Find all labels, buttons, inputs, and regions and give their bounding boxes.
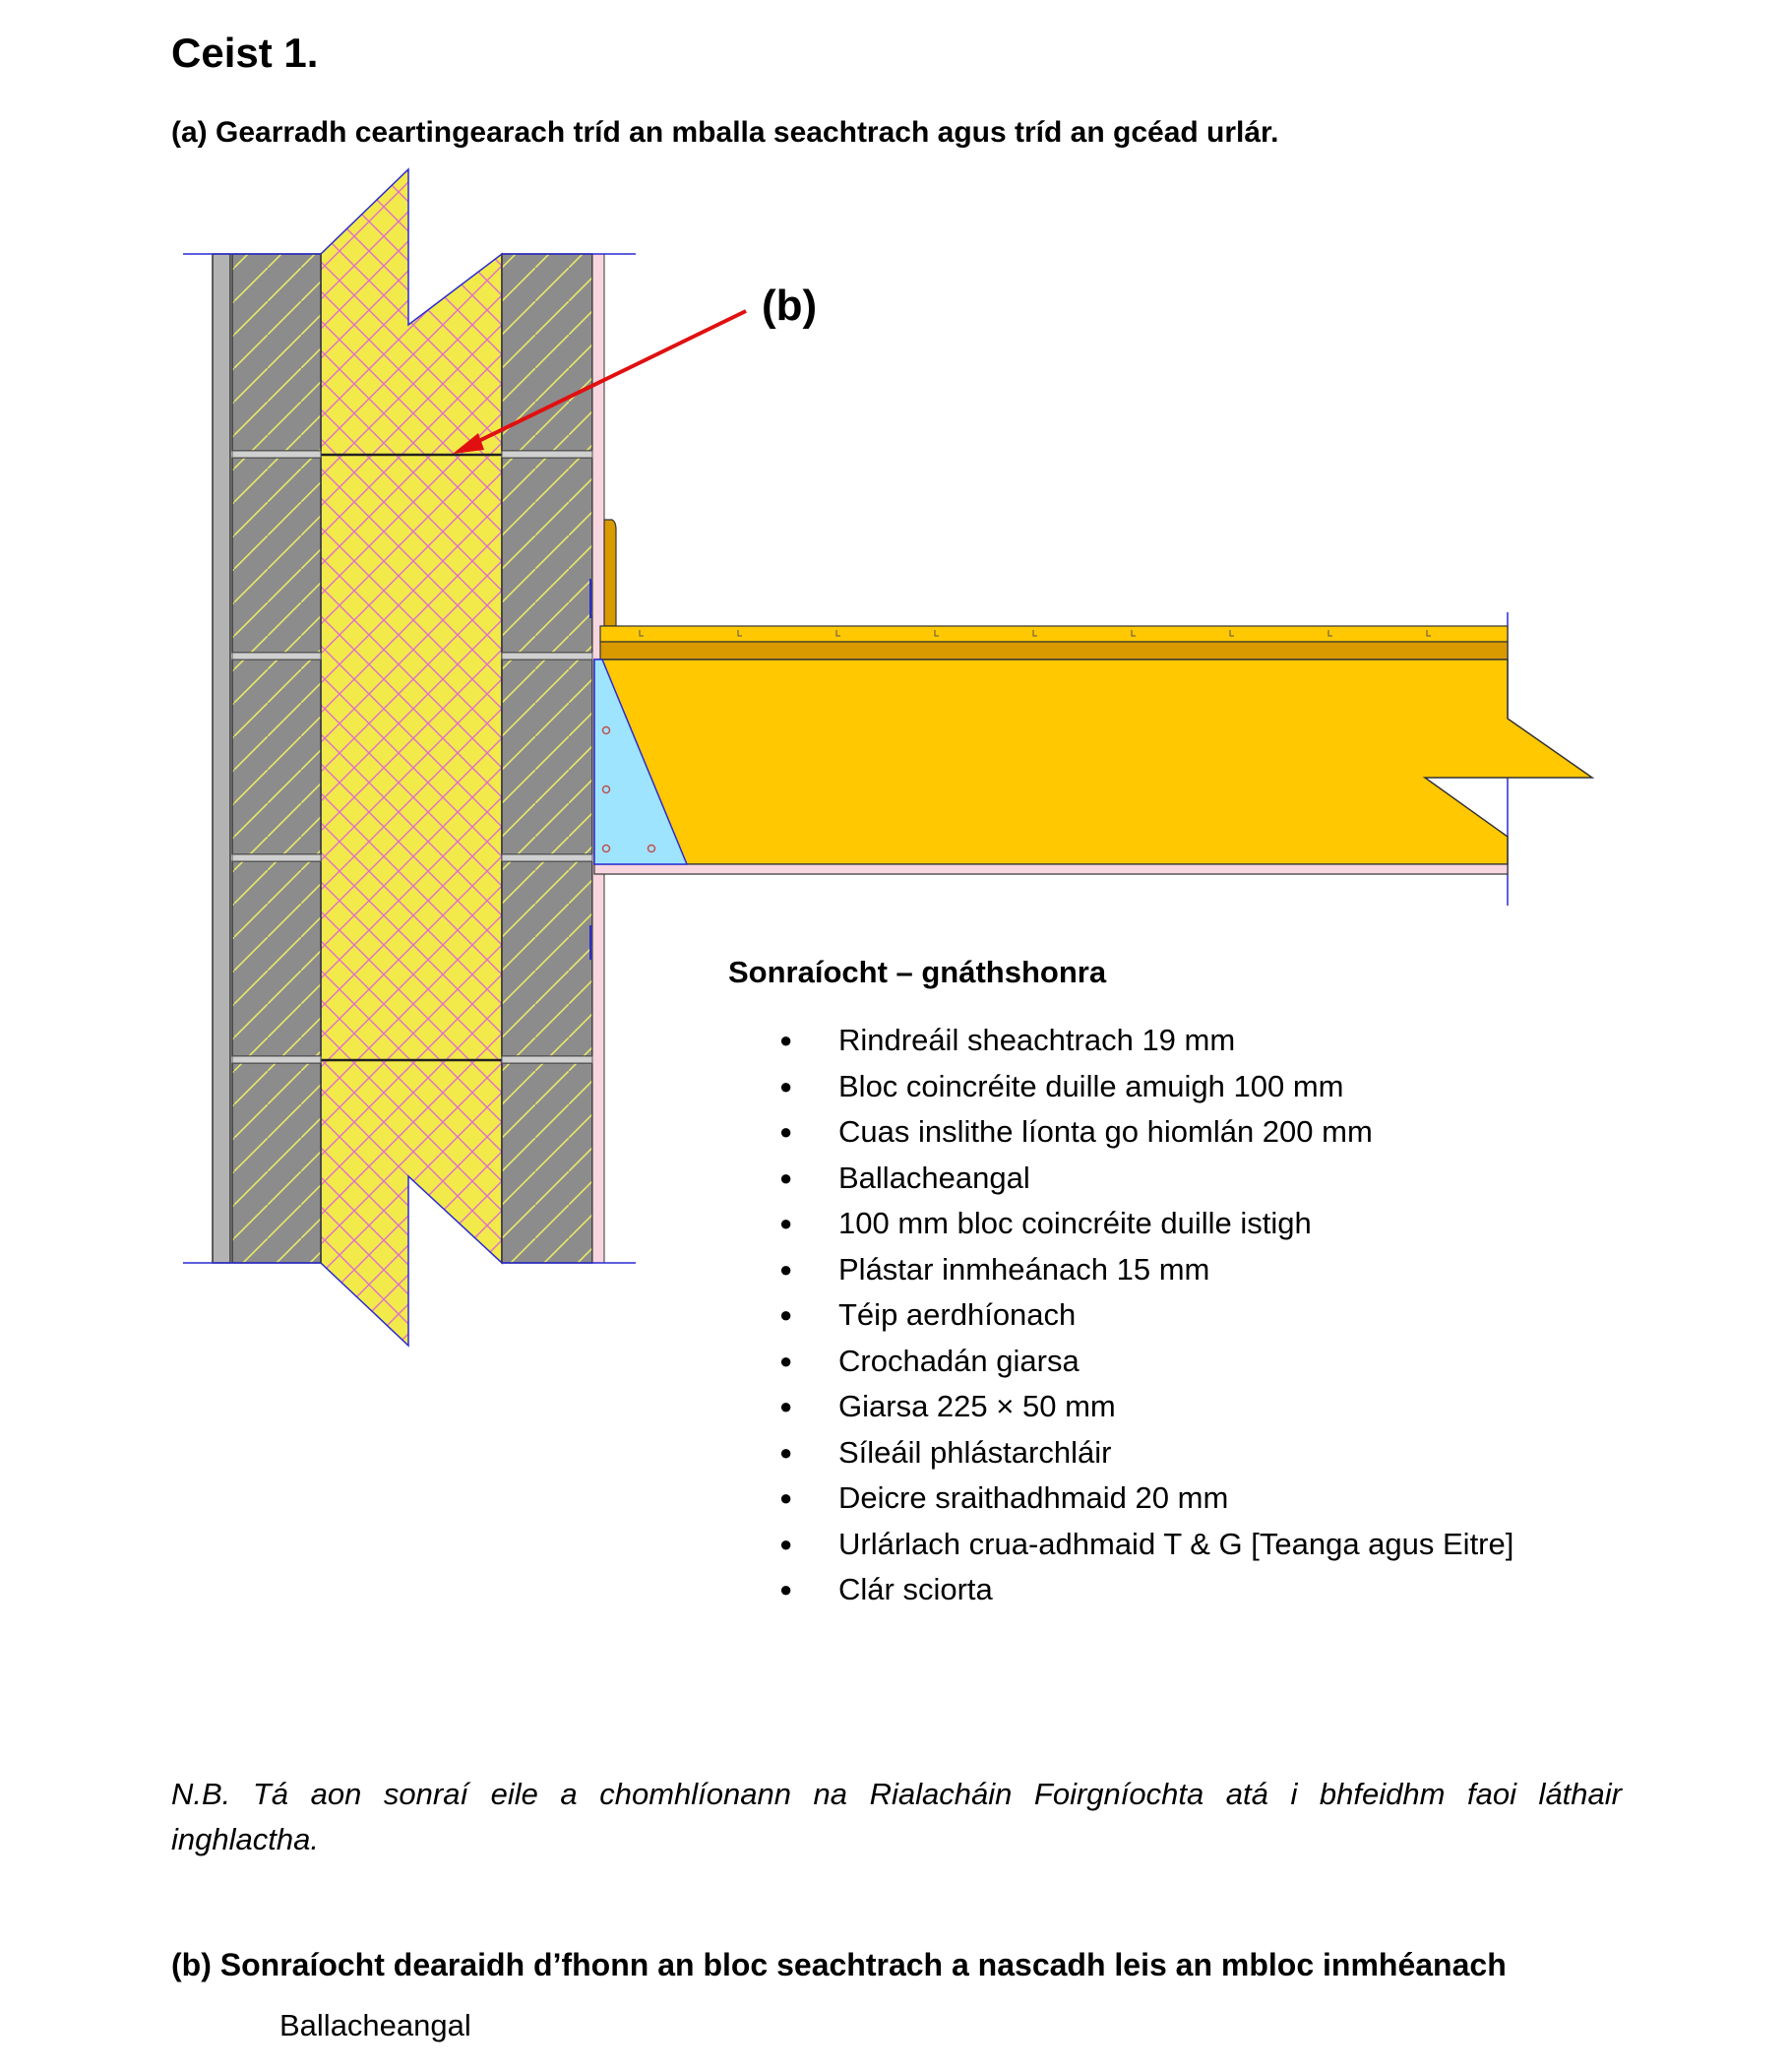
note-text: N.B. Tá aon sonraí eile a chomhlíonann na Rialacháin Foirgníochta atá i bhfeidhm faoi láthair xyxy=(171,1777,1622,1811)
list-item: ● Clár sciorta xyxy=(768,1567,1515,1613)
question-title: Ceist 1. xyxy=(171,30,319,76)
plywood-decking xyxy=(600,642,1508,659)
inner-leaf-blocks xyxy=(502,254,592,1263)
cavity-insulation xyxy=(321,169,502,1346)
list-item: ● Síleáil phlástarchláir xyxy=(768,1430,1515,1476)
list-item: ● Bloc coincréite duille amuigh 100 mm xyxy=(768,1064,1515,1110)
list-item: ● Plástar inmheánach 15 mm xyxy=(768,1247,1515,1293)
list-item: ● Deicre sraithadhmaid 20 mm xyxy=(768,1476,1515,1522)
skirting-board xyxy=(604,520,616,626)
list-item: ● Cuas inslithe líonta go hiomlán 200 mm xyxy=(768,1109,1515,1156)
outer-leaf-blocks xyxy=(232,254,321,1263)
list-item: ● Crochadán giarsa xyxy=(768,1339,1515,1385)
part-a-heading: (a) Gearradh ceartingearach tríd an mballa seachtrach agus tríd an gcéad urlár. xyxy=(171,116,1279,149)
list-item: ● Téip aerdhíonach xyxy=(768,1292,1515,1339)
callout-label-b: (b) xyxy=(762,282,818,330)
list-item: ● Giarsa 225 × 50 mm xyxy=(768,1384,1515,1430)
list-item: ● Ballacheangal xyxy=(768,1156,1515,1202)
list-item: ● Urlárlach crua-adhmaid T & G [Teanga agus Eitre] xyxy=(768,1522,1515,1568)
specification-heading: Sonraíocht – gnáthshonra xyxy=(728,955,1107,989)
specification-list xyxy=(768,1018,1515,1613)
external-render xyxy=(213,254,230,1263)
hardwood-flooring xyxy=(600,626,1508,642)
part-b-answer: Ballacheangal xyxy=(279,2008,471,2042)
list-item: ● 100 mm bloc coincréite duille istigh xyxy=(768,1201,1515,1247)
part-b-heading: (b) Sonraíocht dearaidh d’fhonn an bloc seachtrach a nascadh leis an mbloc inmhéanach xyxy=(171,1947,1507,1982)
list-item: ● Rindreáil sheachtrach 19 mm xyxy=(768,1018,1515,1064)
note-text-continued: inghlactha. xyxy=(171,1822,319,1856)
timber-joist xyxy=(594,659,1592,864)
plasterboard-ceiling xyxy=(594,864,1508,874)
